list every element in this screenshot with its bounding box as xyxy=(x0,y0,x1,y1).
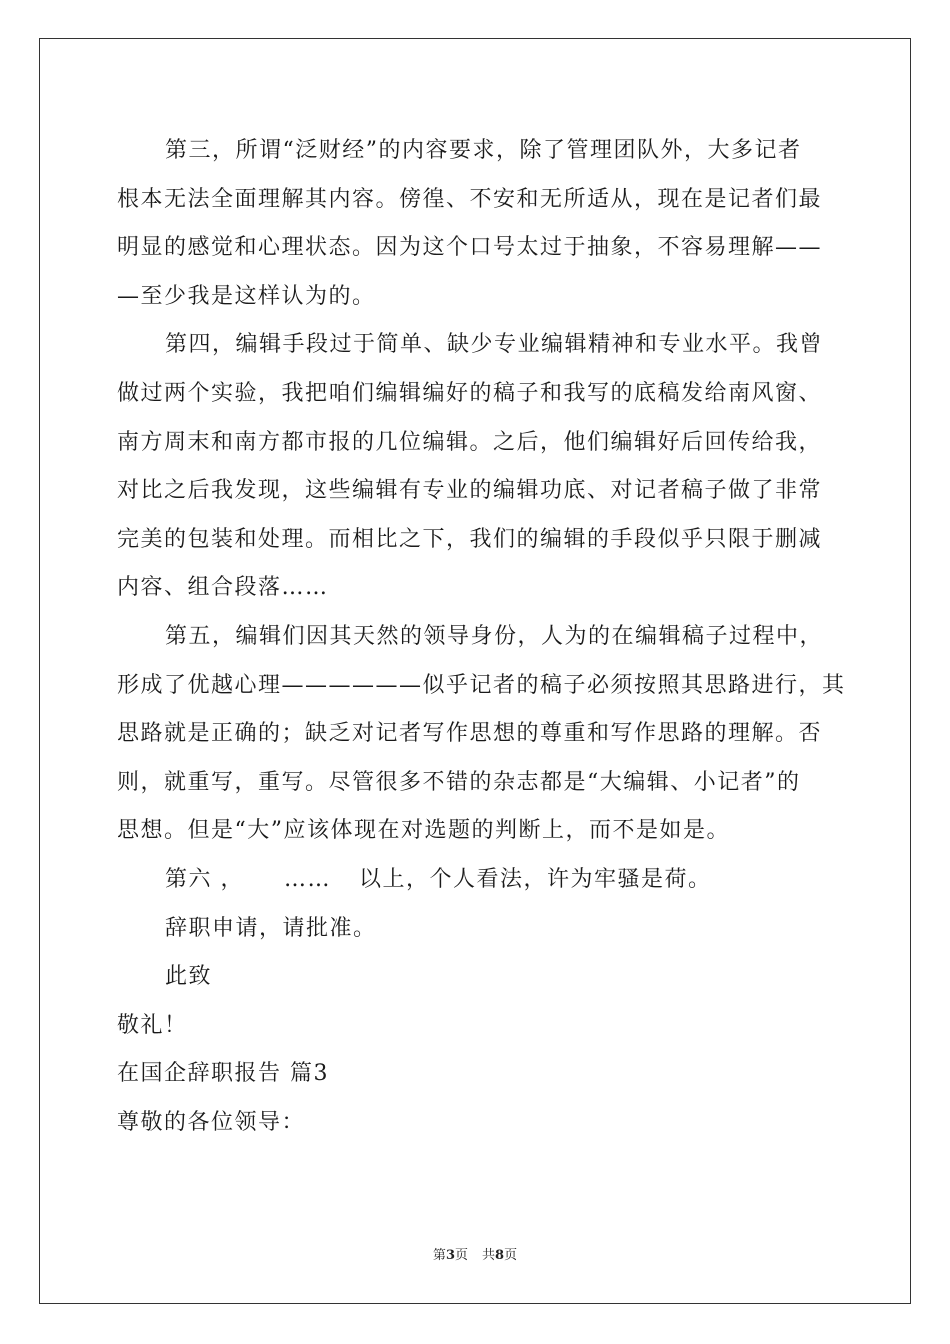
paragraph-line: 完美的包装和处理。而相比之下，我们的编辑的手段似乎只限于删减 xyxy=(117,526,823,552)
document-body xyxy=(117,127,846,1147)
paragraph-line: 内容、组合段落…… xyxy=(117,575,329,601)
paragraph-line: 南方周末和南方都市报的几位编辑。之后，他们编辑好后回传给我， xyxy=(117,429,823,455)
footer-prefix: 第 xyxy=(432,1248,446,1263)
paragraph-line: 第四，编辑手段过于简单、缺少专业编辑精神和专业水平。我曾 xyxy=(165,332,824,358)
paragraph-line: 形成了优越心理——————似乎记者的稿子必须按照其思路进行，其 xyxy=(117,672,846,698)
paragraph-line: 第五，编辑们因其天然的领导身份，人为的在编辑稿子过程中， xyxy=(165,623,824,649)
paragraph-line: 明显的感觉和心理状态。因为这个口号太过于抽象，不容易理解—— xyxy=(117,235,823,261)
paragraph-line: 对比之后我发现，这些编辑有专业的编辑功底、对记者稿子做了非常 xyxy=(117,478,823,504)
closing-regards: 敬礼！ xyxy=(117,1012,188,1038)
footer-total-prefix: 共 xyxy=(482,1248,496,1263)
paragraph-line: 则，就重写，重写。尽管很多不错的杂志都是“大编辑、小记者”的 xyxy=(117,769,801,795)
closing-salutation: 此致 xyxy=(165,964,213,990)
current-page-number: 3 xyxy=(445,1248,455,1263)
paragraph-six xyxy=(117,856,837,905)
page-footer xyxy=(0,1248,950,1264)
p6-rest: 以上，个人看法，许为牢骚是荷。 xyxy=(359,866,712,892)
paragraph-line: 根本无法全面理解其内容。傍徨、不安和无所适从，现在是记者们最 xyxy=(117,186,823,212)
paragraph-line: —至少我是这样认为的。 xyxy=(117,283,376,309)
letter-salutation: 尊敬的各位领导： xyxy=(117,1109,306,1135)
p6-lead: 第六 ， xyxy=(165,866,244,892)
paragraph-line: 第三，所谓“泛财经”的内容要求，除了管理团队外，大多记者 xyxy=(165,138,802,163)
footer-page-suffix: 页 xyxy=(454,1248,468,1263)
total-page-number: 8 xyxy=(495,1248,505,1263)
footer-total-suffix: 页 xyxy=(504,1248,518,1263)
section-title: 在国企辞职报告 篇3 xyxy=(117,1061,329,1087)
paragraph-line: 思路就是正确的；缺乏对记者写作思想的尊重和写作思路的理解。否 xyxy=(117,721,823,747)
p6-ellipsis: …… xyxy=(284,866,331,892)
resignation-request: 辞职申请，请批准。 xyxy=(165,915,377,941)
paragraph-line: 做过两个实验，我把咱们编辑编好的稿子和我写的底稿发给南风窗、 xyxy=(117,380,823,406)
paragraph-line: 思想。但是“大”应该体现在对选题的判断上，而不是如是。 xyxy=(117,818,730,844)
